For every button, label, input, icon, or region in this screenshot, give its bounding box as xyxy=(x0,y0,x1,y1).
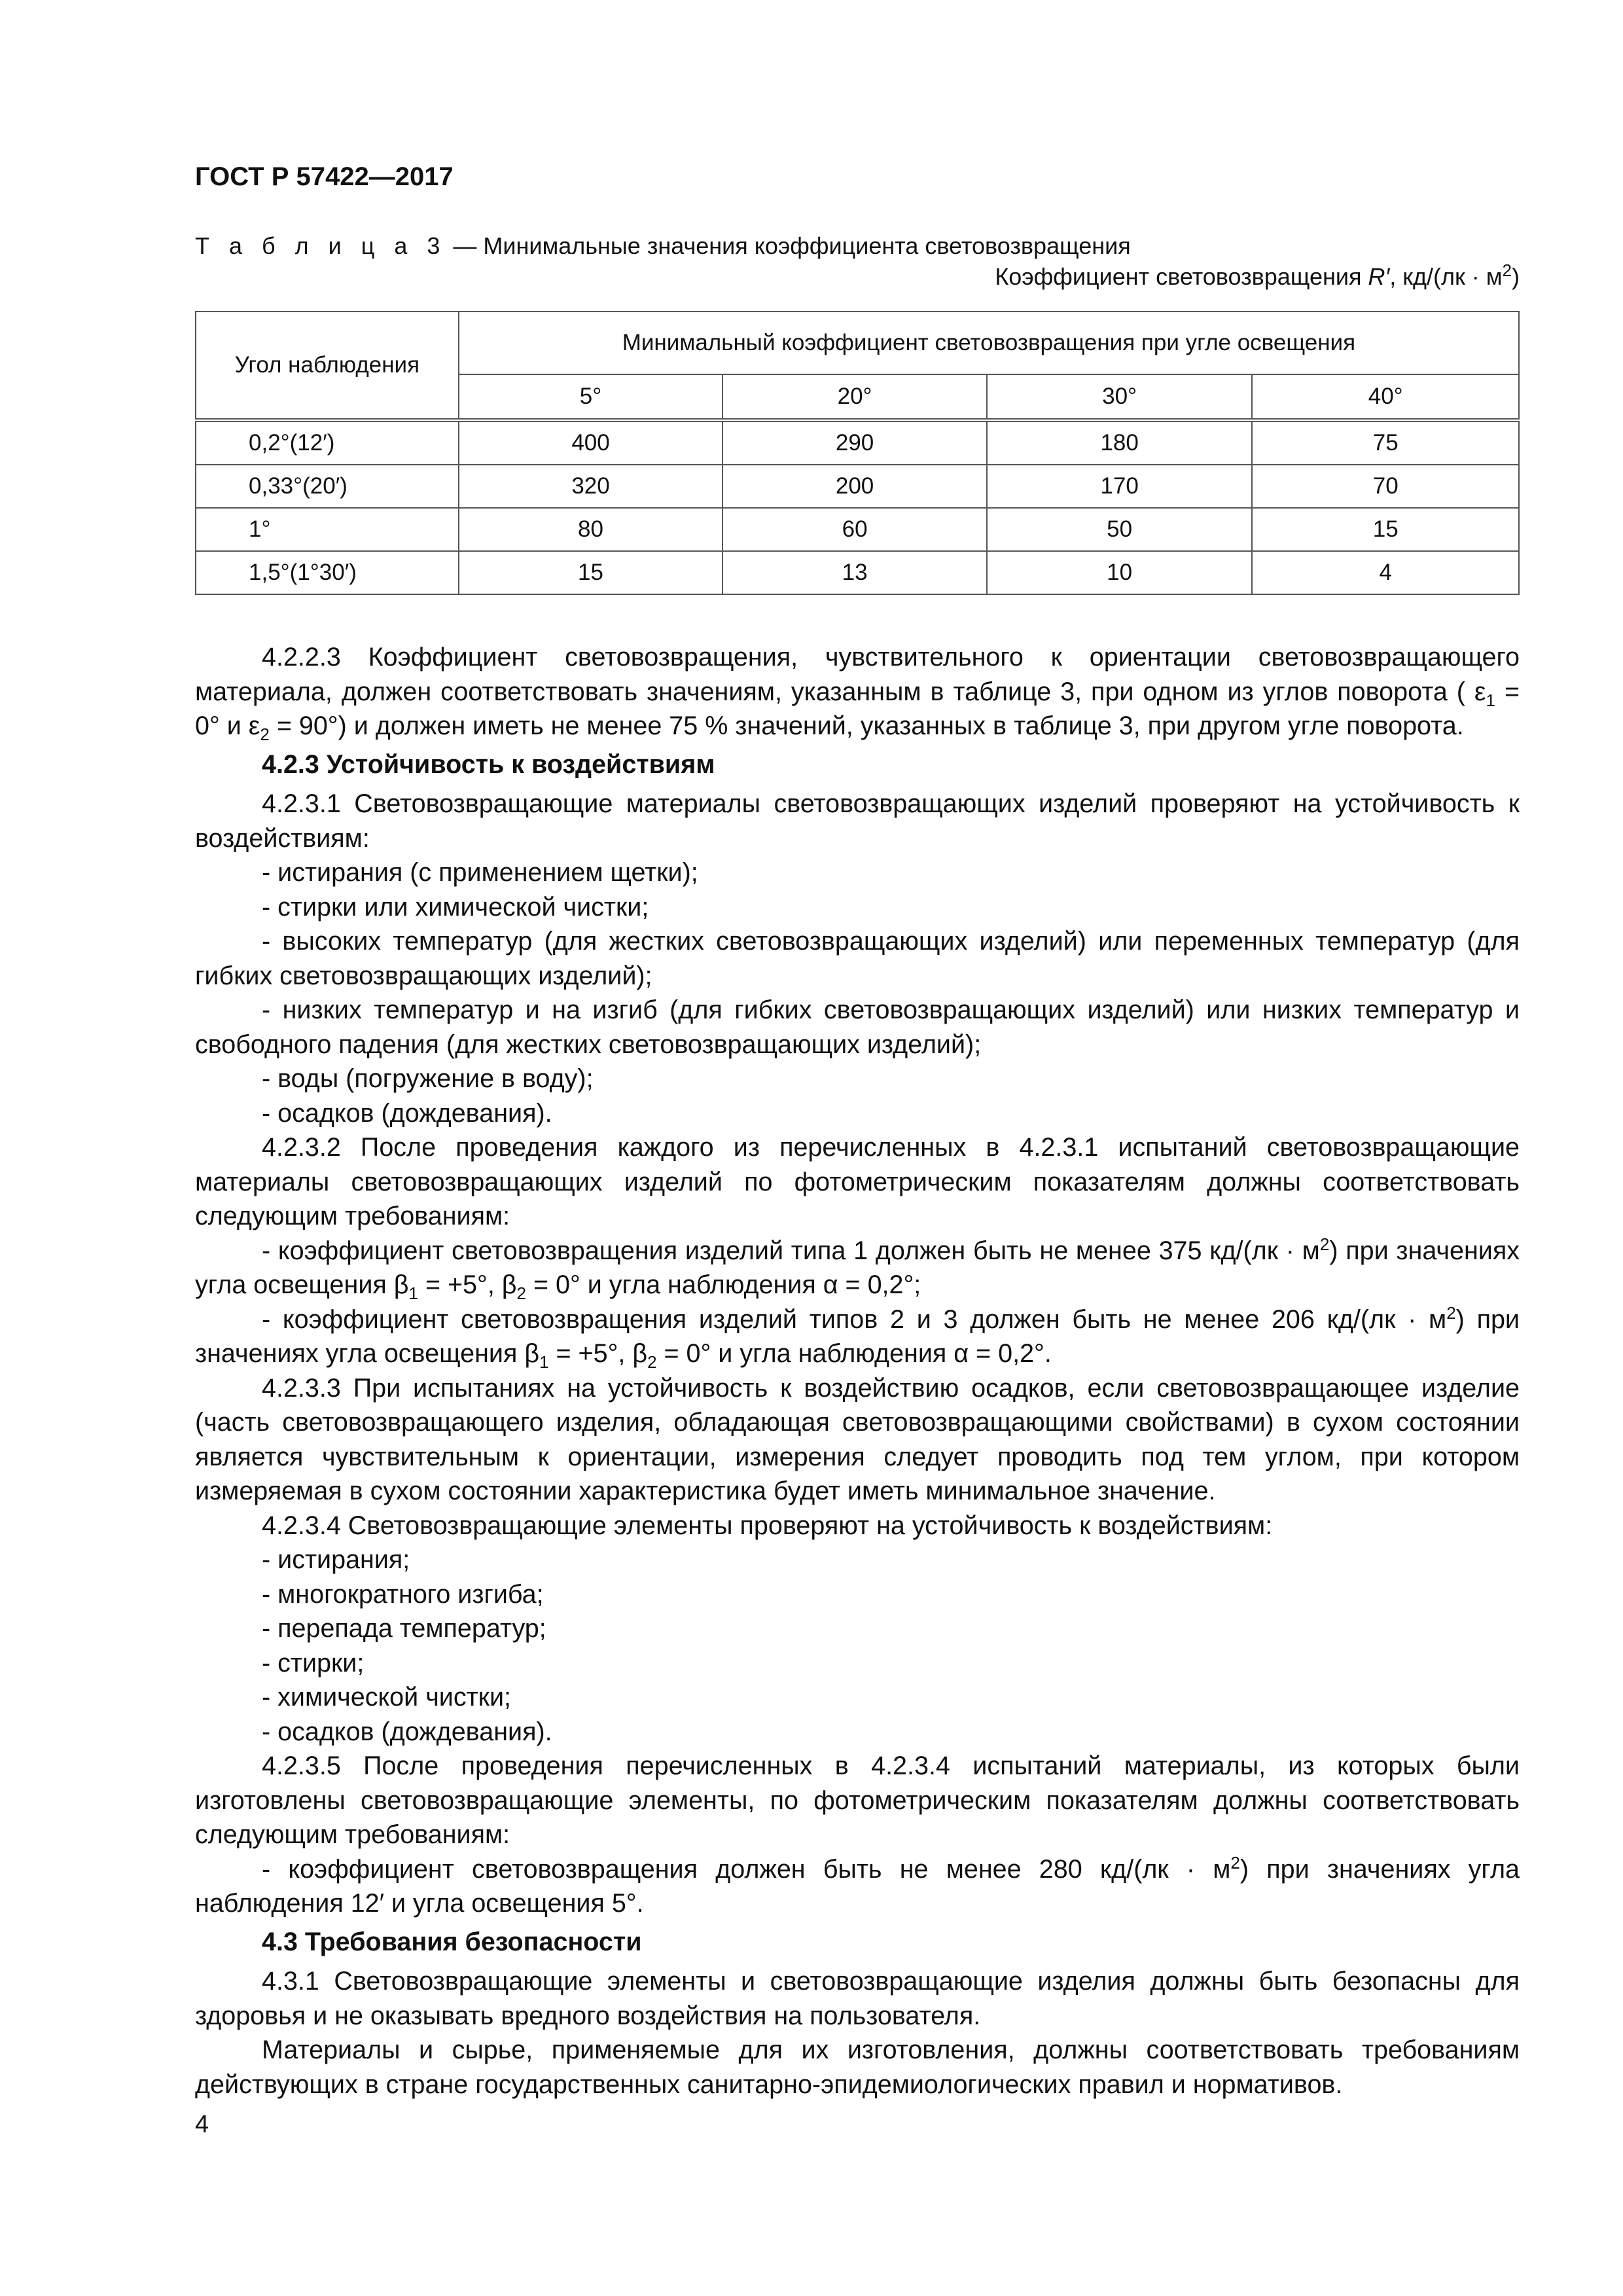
table-row xyxy=(196,420,1519,465)
subscript: 2 xyxy=(516,1283,526,1303)
paragraph xyxy=(195,1509,1520,1543)
text-run: = +5°, β xyxy=(548,1339,648,1368)
value-cell: 200 xyxy=(722,465,987,508)
observation-angle-cell: 0,33°(20′) xyxy=(196,465,459,508)
text-run: - коэффициент световозвращения изделий типа 1 должен быть не менее 375 кд/(лк · м xyxy=(262,1236,1320,1265)
unit-symbol: R′ xyxy=(1368,263,1390,290)
paragraph xyxy=(195,924,1520,993)
text-run: - истирания (с применением щетки); xyxy=(262,858,698,887)
paragraph xyxy=(195,890,1520,925)
value-cell: 10 xyxy=(987,551,1253,594)
value-cell: 50 xyxy=(987,508,1253,551)
paragraph xyxy=(195,1096,1520,1131)
superscript: 2 xyxy=(1446,1302,1456,1323)
observation-angle-cell: 1,5°(1°30′) xyxy=(196,551,459,594)
subscript: 1 xyxy=(539,1352,549,1372)
text-run: 4.2.3.5 После проведения перечисленных в 4.2.3.4 испытаний материалы, из которых были изготовлены световозвращающие элементы, по фотометрическим показателям должны соответствовать следующим требованиям: xyxy=(195,1751,1520,1849)
section-heading xyxy=(195,747,1520,782)
unit-sup: 2 xyxy=(1502,260,1512,280)
table-row xyxy=(196,508,1519,551)
text-run: - химической чистки; xyxy=(262,1683,511,1712)
subscript: 1 xyxy=(408,1283,418,1303)
paragraph xyxy=(195,1680,1520,1715)
document-body xyxy=(195,640,1520,2102)
text-run: - истирания; xyxy=(262,1545,410,1574)
subscript: 1 xyxy=(1486,690,1495,710)
value-cell: 15 xyxy=(1252,508,1519,551)
paragraph xyxy=(195,1715,1520,1749)
text-run: ) при значениях угла освещения β xyxy=(195,1304,1520,1368)
value-cell: 320 xyxy=(459,465,723,508)
paragraph xyxy=(195,1543,1520,1577)
superscript: 2 xyxy=(1230,1852,1240,1873)
table-caption-prefix: Т а б л и ц а 3 xyxy=(195,232,447,259)
text-run: - стирки; xyxy=(262,1648,365,1677)
paragraph xyxy=(195,1302,1520,1371)
page-number: 4 xyxy=(195,2111,209,2138)
paragraph xyxy=(195,1062,1520,1096)
paragraph xyxy=(195,855,1520,890)
text-run: = 0° и угла наблюдения α = 0,2°; xyxy=(526,1270,921,1299)
paragraph xyxy=(195,1646,1520,1681)
paragraph xyxy=(195,1130,1520,1234)
paragraph xyxy=(195,1611,1520,1646)
paragraph xyxy=(195,640,1520,744)
value-cell: 400 xyxy=(459,420,723,465)
text-run: 4.2.3.4 Световозвращающие элементы проверяют на устойчивость к воздействиям: xyxy=(262,1511,1273,1540)
text-run: ) при значениях угла наблюдения 12′ и угла освещения 5°. xyxy=(195,1854,1520,1918)
value-cell: 15 xyxy=(459,551,723,594)
paragraph xyxy=(195,993,1520,1062)
text-run: Материалы и сырье, применяемые для их изготовления, должны соответствовать требованиям действующих в стране государственных санитарно-эпидемиологических правил и нормативов. xyxy=(195,2036,1520,2099)
paragraph xyxy=(195,1749,1520,1852)
text-run: = 0° и угла наблюдения α = 0,2°. xyxy=(656,1339,1052,1368)
paragraph xyxy=(195,787,1520,855)
text-run: 4.3 Требования безопасности xyxy=(262,1927,642,1956)
value-cell: 75 xyxy=(1252,420,1519,465)
paragraph xyxy=(195,1852,1520,1921)
value-cell: 13 xyxy=(722,551,987,594)
subscript: 2 xyxy=(647,1352,657,1372)
value-cell: 4 xyxy=(1252,551,1519,594)
text-run: 4.2.3.1 Световозвращающие материалы световозвращающих изделий проверяют на устойчивость к воздействиям: xyxy=(195,789,1520,853)
table-unit-label xyxy=(995,260,1520,291)
header-angle-1: 20° xyxy=(722,374,987,420)
table-row xyxy=(196,551,1519,594)
value-cell: 80 xyxy=(459,508,723,551)
text-run: 4.2.3.2 После проведения каждого из перечисленных в 4.2.3.1 испытаний световозвращающие материалы световозвращающих изделий по фотометрическим показателям должны соответствовать следующим требованиям: xyxy=(195,1133,1520,1230)
value-cell: 290 xyxy=(722,420,987,465)
paragraph xyxy=(195,1234,1520,1302)
text-run: - перепада температур; xyxy=(262,1614,546,1643)
unit-prefix: Коэффициент световозвращения xyxy=(995,263,1368,290)
paragraph xyxy=(195,1577,1520,1612)
subscript: 2 xyxy=(260,724,270,744)
unit-suffix: , кд/(лк · м xyxy=(1389,263,1503,290)
text-run: - стирки или химической чистки; xyxy=(262,892,649,922)
text-run: 4.2.2.3 Коэффициент световозвращения, чувствительного к ориентации световозвращающего материала, должен соответствовать значениям, указанным в таблице 3, при одном из углов поворота ( ε xyxy=(195,643,1520,706)
header-angle-2: 30° xyxy=(987,374,1253,420)
header-illumination-group: Минимальный коэффициент световозвращения при угле освещения xyxy=(459,312,1519,374)
superscript: 2 xyxy=(1319,1234,1330,1254)
value-cell: 70 xyxy=(1252,465,1519,508)
value-cell: 180 xyxy=(987,420,1253,465)
text-run: - воды (погружение в воду); xyxy=(262,1064,594,1093)
table-row xyxy=(196,465,1519,508)
text-run: 4.2.3.3 При испытаниях на устойчивость к воздействию осадков, если световозвращающее изделие (часть световозвращающего изделия, обладающая световозвращающими свойствами) в сухом состоянии является чувствительным к ориентации, измерения следует проводить под тем углом, при котором измеряемая в сухом состоянии характеристика будет иметь минимальное значение. xyxy=(195,1373,1520,1505)
header-observation-angle: Угол наблюдения xyxy=(196,312,459,420)
header-angle-0: 5° xyxy=(459,374,723,420)
text-run: = 90°) и должен иметь не менее 75 % значений, указанных в таблице 3, при другом угле поворота. xyxy=(269,711,1464,740)
text-run: - высоких температур (для жестких световозвращающих изделий) или переменных температур (для гибких световозвращающих изделий); xyxy=(195,927,1520,990)
text-run: - низких температур и на изгиб (для гибких световозвращающих изделий) или низких температур и свободного падения (для жестких световозвращающих изделий); xyxy=(195,996,1520,1059)
value-cell: 60 xyxy=(722,508,987,551)
text-run: - многократного изгиба; xyxy=(262,1579,544,1609)
text-run: ) при значениях угла освещения β xyxy=(195,1236,1520,1299)
text-run: 4.3.1 Световозвращающие элементы и световозвращающие изделия должны быть безопасны для здоровья и не оказывать вредного воздействия на пользователя. xyxy=(195,1967,1520,2030)
table-caption xyxy=(195,232,1131,260)
observation-angle-cell: 0,2°(12′) xyxy=(196,420,459,465)
unit-close: ) xyxy=(1512,263,1520,290)
text-run: 4.2.3 Устойчивость к воздействиям xyxy=(262,749,715,779)
text-run: - коэффициент световозвращения изделий типов 2 и 3 должен быть не менее 206 кд/(лк · м xyxy=(262,1304,1447,1334)
paragraph xyxy=(195,1371,1520,1509)
section-heading xyxy=(195,1925,1520,1960)
retroreflection-table xyxy=(195,311,1520,595)
paragraph xyxy=(195,2033,1520,2102)
header-angle-3: 40° xyxy=(1252,374,1519,420)
paragraph xyxy=(195,1964,1520,2033)
text-run: = 0° и ε xyxy=(195,677,1520,740)
text-run: - осадков (дождевания). xyxy=(262,1717,552,1746)
text-run: - коэффициент световозвращения должен быть не менее 280 кд/(лк · м xyxy=(262,1854,1231,1884)
document-code-header: ГОСТ Р 57422—2017 xyxy=(195,162,454,191)
text-run: - осадков (дождевания). xyxy=(262,1098,552,1128)
table-caption-text: — Минимальные значения коэффициента световозвращения xyxy=(446,232,1131,259)
observation-angle-cell: 1° xyxy=(196,508,459,551)
text-run: = +5°, β xyxy=(418,1270,517,1299)
value-cell: 170 xyxy=(987,465,1253,508)
